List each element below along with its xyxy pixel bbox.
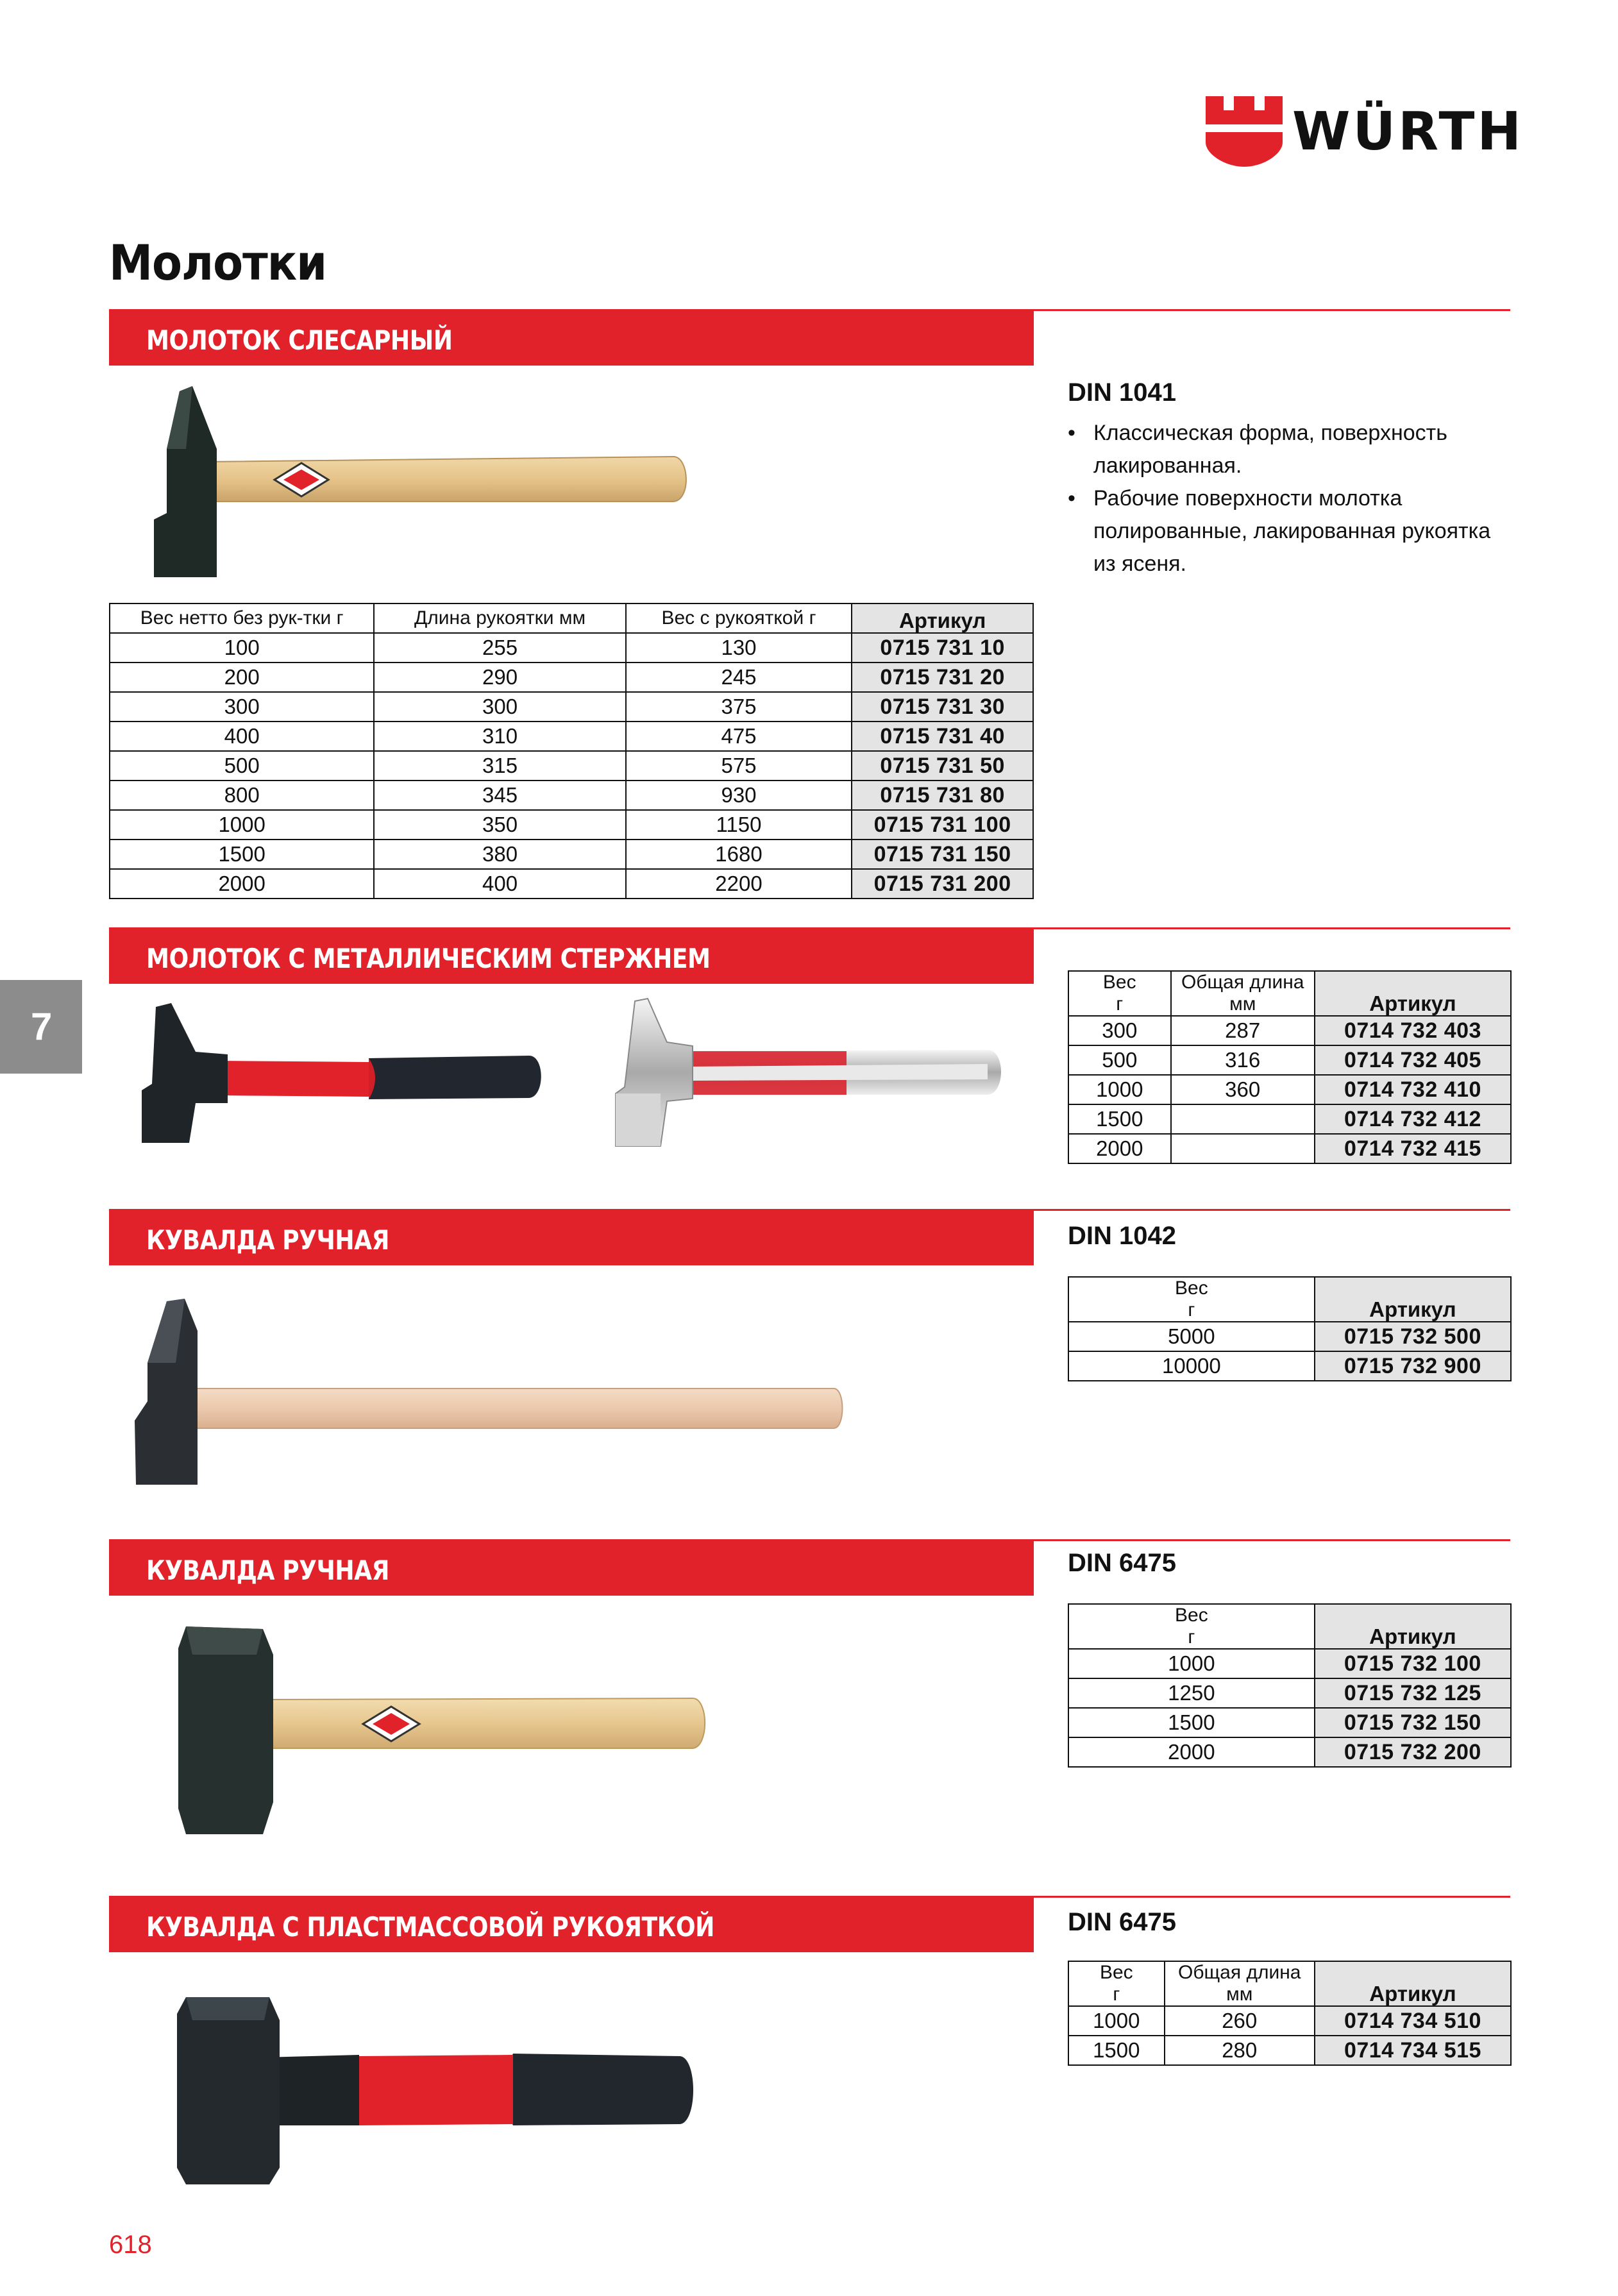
table-row [110,840,1033,869]
column-header: Длина рукоятки мм [374,604,625,633]
article-number-cell: 0714 732 410 [1315,1075,1511,1104]
article-number-cell: 0714 734 515 [1315,2036,1511,2065]
table-cell: 360 [1171,1075,1315,1104]
table-cell: 290 [374,663,625,692]
table-cell: 400 [110,722,374,751]
club-hammer-plastic-icon [154,1988,705,2193]
article-number-cell: 0715 732 150 [1315,1708,1511,1737]
table-cell: 350 [374,810,625,840]
table-cell: 300 [110,692,374,722]
table-cell: 2000 [1068,1134,1171,1163]
article-number-cell: 0714 732 403 [1315,1016,1511,1045]
table-cell: 500 [110,751,374,781]
table-row [110,781,1033,810]
section-title: КУВАЛДА РУЧНАЯ [146,1224,390,1256]
table-cell: 130 [626,633,852,663]
table-row [110,722,1033,751]
table-cell: 345 [374,781,625,810]
table-row [1068,1134,1511,1163]
table-cell: 260 [1165,2006,1315,2036]
table-row [1068,1016,1511,1045]
section-title: КУВАЛДА С ПЛАСТМАССОВОЙ РУКОЯТКОЙ [146,1911,714,1943]
article-number-cell: 0714 734 510 [1315,2006,1511,2036]
column-header: Вес г [1068,1277,1315,1322]
column-header: Вес нетто без рук-тки г [110,604,374,633]
table-cell: 1150 [626,810,852,840]
table-cell: 255 [374,633,625,663]
table-row [110,633,1033,663]
table-cell: 315 [374,751,625,781]
table-header-row [110,604,1033,633]
divider [1034,1539,1510,1541]
table-cell: 475 [626,722,852,751]
table-row [1068,2006,1511,2036]
article-number-cell: 0715 732 900 [1315,1351,1511,1381]
section-header-3 [109,1209,1034,1265]
din-label: DIN 6475 [1068,1908,1176,1936]
table-cell: 1000 [110,810,374,840]
description [1068,417,1504,580]
section-header-2 [109,927,1034,984]
din-label: DIN 6475 [1068,1549,1176,1577]
table-header-row [1068,1961,1511,2006]
table-cell: 1000 [1068,1075,1171,1104]
table-row [110,663,1033,692]
article-number-cell: 0715 731 10 [852,633,1033,663]
section-title: КУВАЛДА РУЧНАЯ [146,1555,390,1586]
divider [1034,1209,1510,1211]
wurth-logo [1206,96,1526,167]
spec-table-3 [1068,1276,1512,1381]
table-cell: 200 [110,663,374,692]
wurth-logo-icon [1206,96,1283,167]
spec-table-5 [1068,1961,1512,2066]
table-cell: 930 [626,781,852,810]
spec-table-2 [1068,970,1512,1164]
section-title: МОЛОТОК СЛЕСАРНЫЙ [146,325,453,356]
article-number-cell: 0714 732 415 [1315,1134,1511,1163]
article-number-cell: 0715 731 150 [852,840,1033,869]
table-header-row [1068,971,1511,1016]
section-header-1 [109,309,1034,366]
spec-table-1 [109,603,1034,899]
table-header-row [1068,1277,1511,1322]
club-hammer-wood-icon [147,1616,712,1847]
machinist-hammer-wood-icon [141,378,699,590]
section-header-4 [109,1539,1034,1596]
column-header: Вес г [1068,1961,1165,2006]
page-title: Молотки [109,234,327,291]
spec-table-4 [1068,1603,1512,1768]
column-header: Общая длина мм [1171,971,1315,1016]
article-number-cell: 0715 732 500 [1315,1322,1511,1351]
column-header: Артикул [852,604,1033,633]
table-row [1068,1737,1511,1767]
table-row [1068,1649,1511,1678]
table-row [110,751,1033,781]
table-row [110,869,1033,899]
bullet: • Классическая форма, поверхность лакированная. [1068,417,1504,482]
table-cell: 10000 [1068,1351,1315,1381]
table-cell: 2000 [110,869,374,899]
table-cell: 287 [1171,1016,1315,1045]
table-cell: 316 [1171,1045,1315,1075]
column-header: Общая длина мм [1165,1961,1315,2006]
table-row [110,810,1033,840]
table-cell: 245 [626,663,852,692]
section-header-5 [109,1896,1034,1952]
table-cell: 2000 [1068,1737,1315,1767]
divider [1034,927,1510,929]
table-cell: 300 [1068,1016,1171,1045]
hammer-fiberglass-handle-icon [138,1000,548,1148]
column-header: Артикул [1315,1604,1511,1649]
table-cell: 1000 [1068,1649,1315,1678]
table-cell: 375 [626,692,852,722]
article-number-cell: 0715 732 200 [1315,1737,1511,1767]
page-number: 618 [109,2231,152,2259]
table-cell: 400 [374,869,625,899]
section-title: МОЛОТОК С МЕТАЛЛИЧЕСКИМ СТЕРЖНЕМ [146,943,711,974]
table-header-row [1068,1604,1511,1649]
table-row [1068,1322,1511,1351]
divider [1034,309,1510,311]
chapter-tab[interactable] [0,980,82,1074]
column-header: Артикул [1315,971,1511,1016]
hammer-cutaway-icon [603,997,1007,1151]
table-cell: 2200 [626,869,852,899]
table-cell: 1500 [1068,1708,1315,1737]
din-label: DIN 1042 [1068,1222,1176,1250]
table-row [1068,1678,1511,1708]
column-header: Вес с рукояткой г [626,604,852,633]
table-cell: 1500 [110,840,374,869]
column-header: Артикул [1315,1277,1511,1322]
article-number-cell: 0715 731 20 [852,663,1033,692]
table-cell: 800 [110,781,374,810]
table-cell: 1500 [1068,2036,1165,2065]
column-header: Вес г [1068,1604,1315,1649]
table-cell: 310 [374,722,625,751]
table-row [1068,2036,1511,2065]
table-row [1068,1045,1511,1075]
article-number-cell: 0715 732 125 [1315,1678,1511,1708]
table-cell: 100 [110,633,374,663]
column-header: Артикул [1315,1961,1511,2006]
table-cell: 575 [626,751,852,781]
article-number-cell: 0715 731 50 [852,751,1033,781]
chapter-number: 7 [31,1005,53,1048]
article-number-cell: 0715 731 30 [852,692,1033,722]
table-row [110,692,1033,722]
article-number-cell: 0715 731 40 [852,722,1033,751]
article-number-cell: 0714 732 405 [1315,1045,1511,1075]
table-cell: 5000 [1068,1322,1315,1351]
table-cell: 1500 [1068,1104,1171,1134]
sledgehammer-long-wood-icon [128,1292,853,1491]
table-cell: 380 [374,840,625,869]
column-header: Вес г [1068,971,1171,1016]
table-row [1068,1075,1511,1104]
table-cell: 300 [374,692,625,722]
table-cell: 1000 [1068,2006,1165,2036]
article-number-cell: 0715 731 200 [852,869,1033,899]
article-number-cell: 0715 731 80 [852,781,1033,810]
din-label: DIN 1041 [1068,378,1176,407]
article-number-cell: 0715 732 100 [1315,1649,1511,1678]
table-cell [1171,1134,1315,1163]
table-cell: 1250 [1068,1678,1315,1708]
table-cell: 1680 [626,840,852,869]
table-row [1068,1104,1511,1134]
table-row [1068,1351,1511,1381]
brand-name: WÜRTH [1292,101,1524,162]
article-number-cell: 0714 732 412 [1315,1104,1511,1134]
table-cell [1171,1104,1315,1134]
table-cell: 500 [1068,1045,1171,1075]
table-cell: 280 [1165,2036,1315,2065]
article-number-cell: 0715 731 100 [852,810,1033,840]
divider [1034,1896,1510,1898]
bullet: • Рабочие поверхности молотка полированные, лакированная рукоятка из ясеня. [1068,482,1504,580]
table-row [1068,1708,1511,1737]
